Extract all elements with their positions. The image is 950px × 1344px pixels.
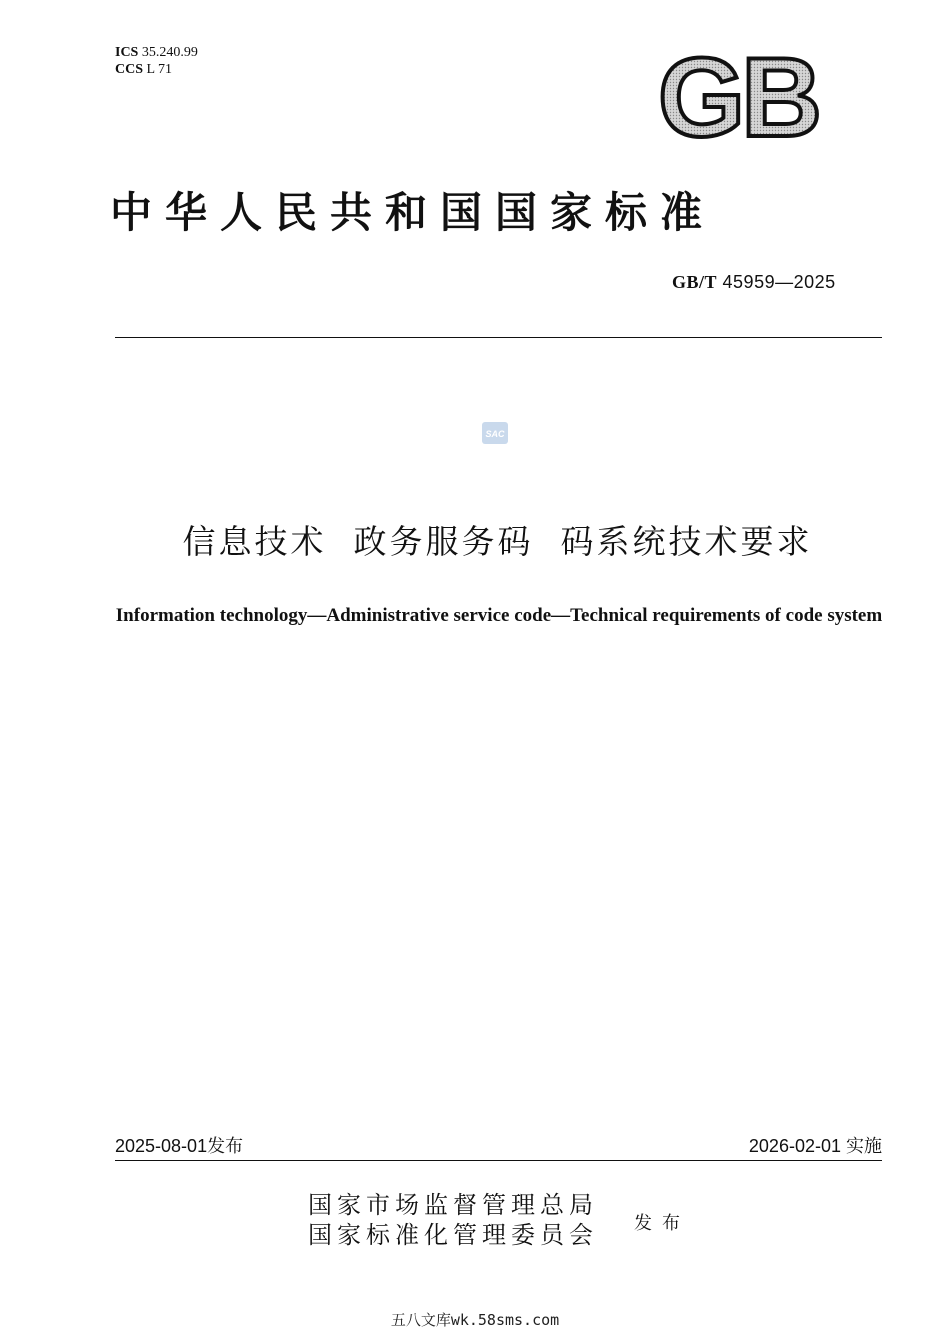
gb-logo-text: GB <box>658 48 818 144</box>
top-divider <box>115 337 882 338</box>
ics-code: 35.240.99 <box>141 45 198 60</box>
issuing-authorities <box>308 1190 598 1250</box>
classification-codes <box>115 44 198 78</box>
national-standard-title: 中华人民共和国国家标准 <box>110 188 716 237</box>
ics-label: ICS <box>115 45 139 60</box>
ccs-label: CCS <box>115 62 144 77</box>
implement-label: 实施 <box>846 1136 882 1156</box>
implement-date: 2026-02-01 <box>748 1136 841 1156</box>
document-title-en: Information technology—Administrative service code—Technical requirements of code system <box>115 605 883 626</box>
implement-date-line <box>749 1132 882 1158</box>
document-title-cn: 信息技术 政务服务码 码系统技术要求 <box>182 522 813 561</box>
standard-number-code: 45959—2025 <box>722 272 836 292</box>
watermark: 五八文库wk.58sms.com <box>390 1311 560 1329</box>
publish-date-line <box>115 1132 243 1158</box>
publish-date: 2025-08-01 <box>115 1136 208 1156</box>
issuer-sac: 国家标准化管理委员会 <box>308 1221 598 1249</box>
issuer-samr: 国家市场监督管理总局 <box>308 1191 598 1219</box>
issue-word: 发布 <box>634 1213 690 1234</box>
sac-mark-text: SAC <box>485 429 505 439</box>
gb-logo <box>642 48 834 144</box>
standard-number-prefix: GB/T <box>672 272 718 292</box>
ics-line <box>115 44 198 61</box>
publish-label: 发布 <box>207 1136 244 1156</box>
sac-mark <box>481 421 509 445</box>
ccs-code: L 71 <box>146 62 173 77</box>
standard-number <box>672 272 836 293</box>
ccs-line <box>115 61 198 78</box>
bottom-divider <box>115 1160 882 1161</box>
